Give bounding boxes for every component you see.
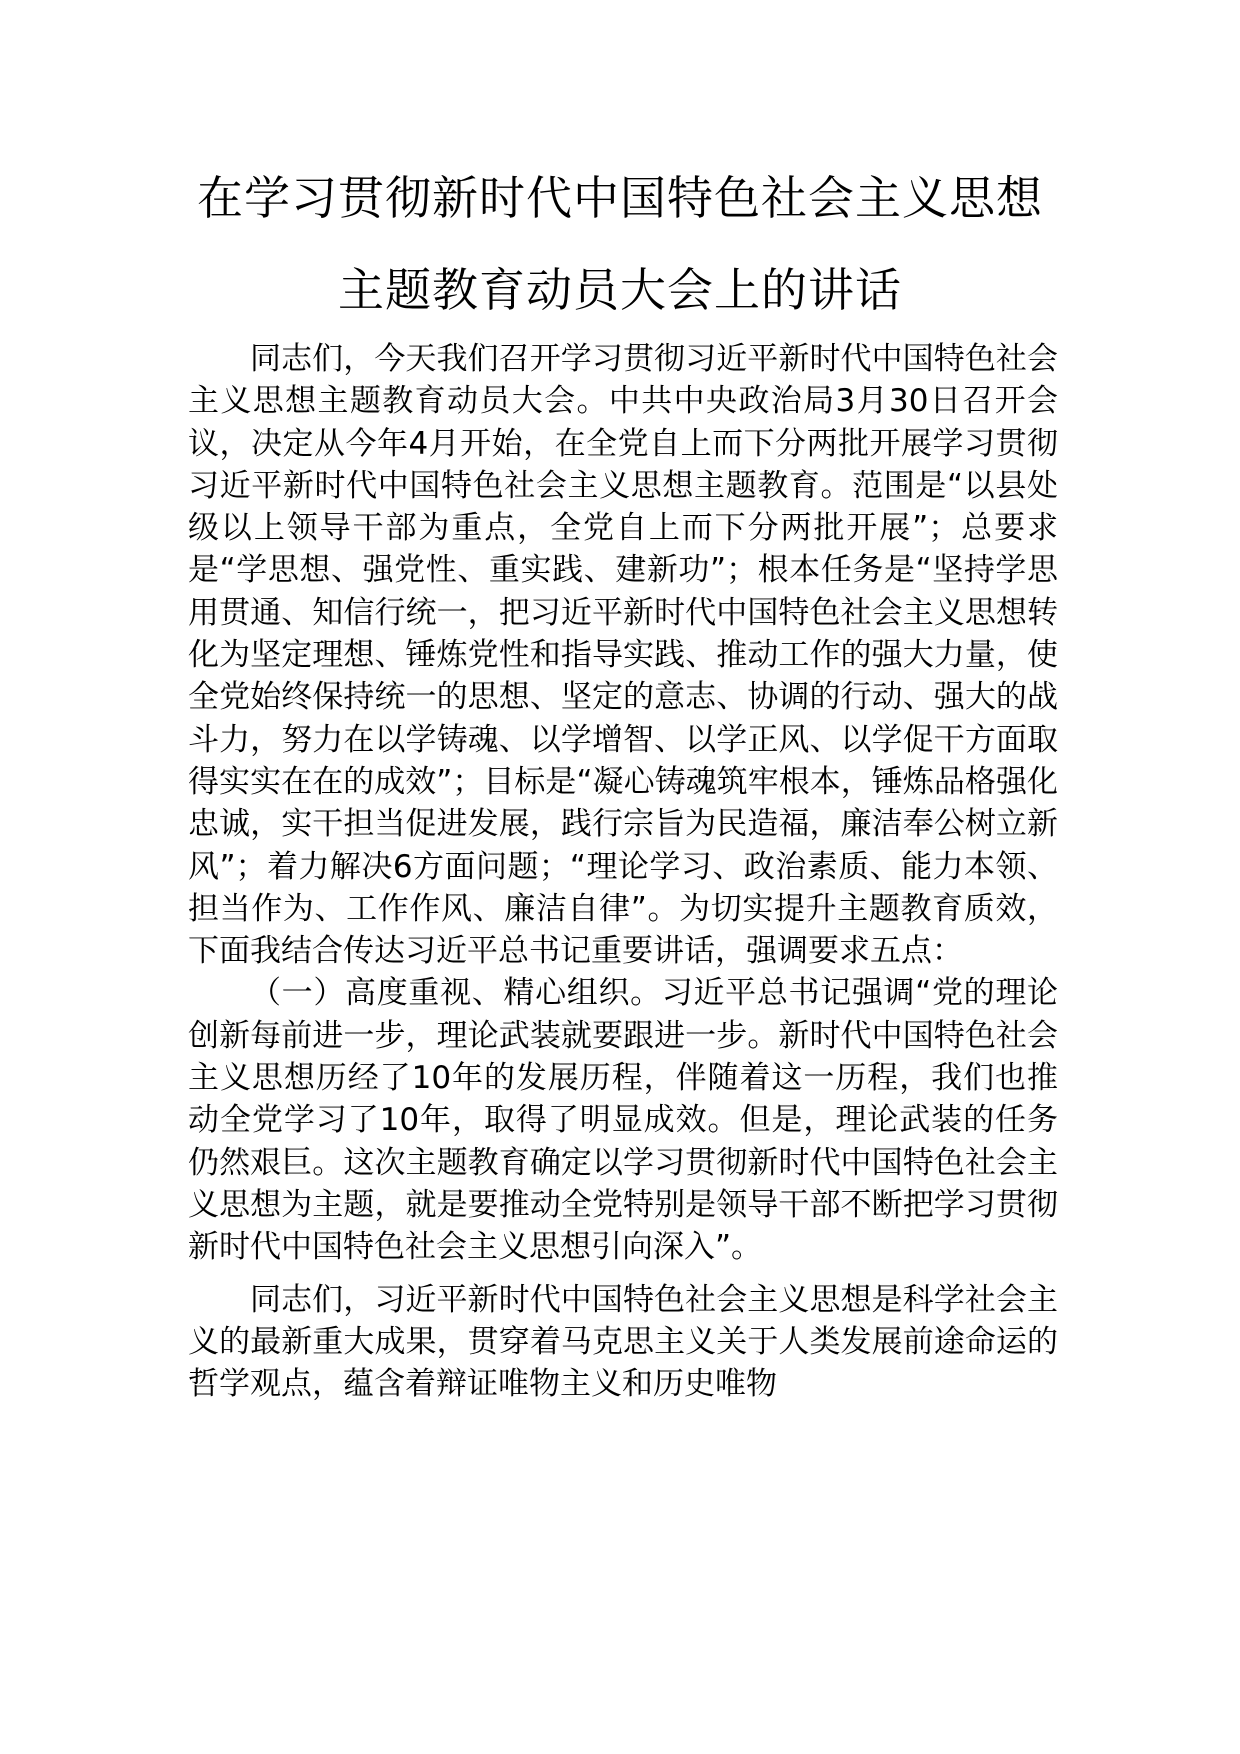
paragraph-1: 同志们，今天我们召开学习贯彻习近平新时代中国特色社会主义思想主题教育动员大会。中共中央政治局3月30日召开会议，决定从今年4月开始，在全党自上而下分两批开展学习贯彻习近平新时代中国特色社会主义思想主题教育。范围是“以县处级以上领导干部为重点，全党自上而下分两批开展”；总要求是“学思想、强党性、重实践、建新功”；根本任务是“坚持学思用贯通、知信行统一，把习近平新时代中国特色社会主义思想转化为坚定理想、锤炼党性和指导实践、推动工作的强大力量，使全党始终保持统一的思想、坚定的意志、协调的行动、强大的战斗力，努力在以学铸魂、以学增智、以学正风、以学促干方面取得实实在在的成效”；目标是“凝心铸魂筑牢根本，锤炼品格强化忠诚，实干担当促进发展，践行宗旨为民造福，廉洁奉公树立新风”；着力解决6方面问题；“理论学习、政治素质、能力本领、担当作为、工作作风、廉洁自律”。为切实提升主题教育质效，下面我结合传达习近平总书记重要讲话，强调要求五点： [188,341,1058,970]
paragraph-2: （一）高度重视、精心组织。习近平总书记强调“党的理论创新每前进一步，理论武装就要跟进一步。新时代中国特色社会主义思想历经了10年的发展历程，伴随着这一历程，我们也推动全党学习了10年，取得了明显成效。但是，理论武装的任务仍然艰巨。这次主题教育确定以学习贯彻新时代中国特色社会主义思想为主题，就是要推动全党特别是领导干部不断把学习贯彻新时代中国特色社会主义思想引向深入”。 [188,975,1058,1266]
paragraph-3: 同志们，习近平新时代中国特色社会主义思想是科学社会主义的最新重大成果，贯穿着马克思主义关于人类发展前途命运的哲学观点，蕴含着辩证唯物主义和历史唯物 [188,1281,1058,1403]
document-body [188,338,1058,1405]
document-title-line-1: 在学习贯彻新时代中国特色社会主义思想 [197,171,1043,225]
document-title-line-2: 主题教育动员大会上的讲话 [338,263,902,317]
